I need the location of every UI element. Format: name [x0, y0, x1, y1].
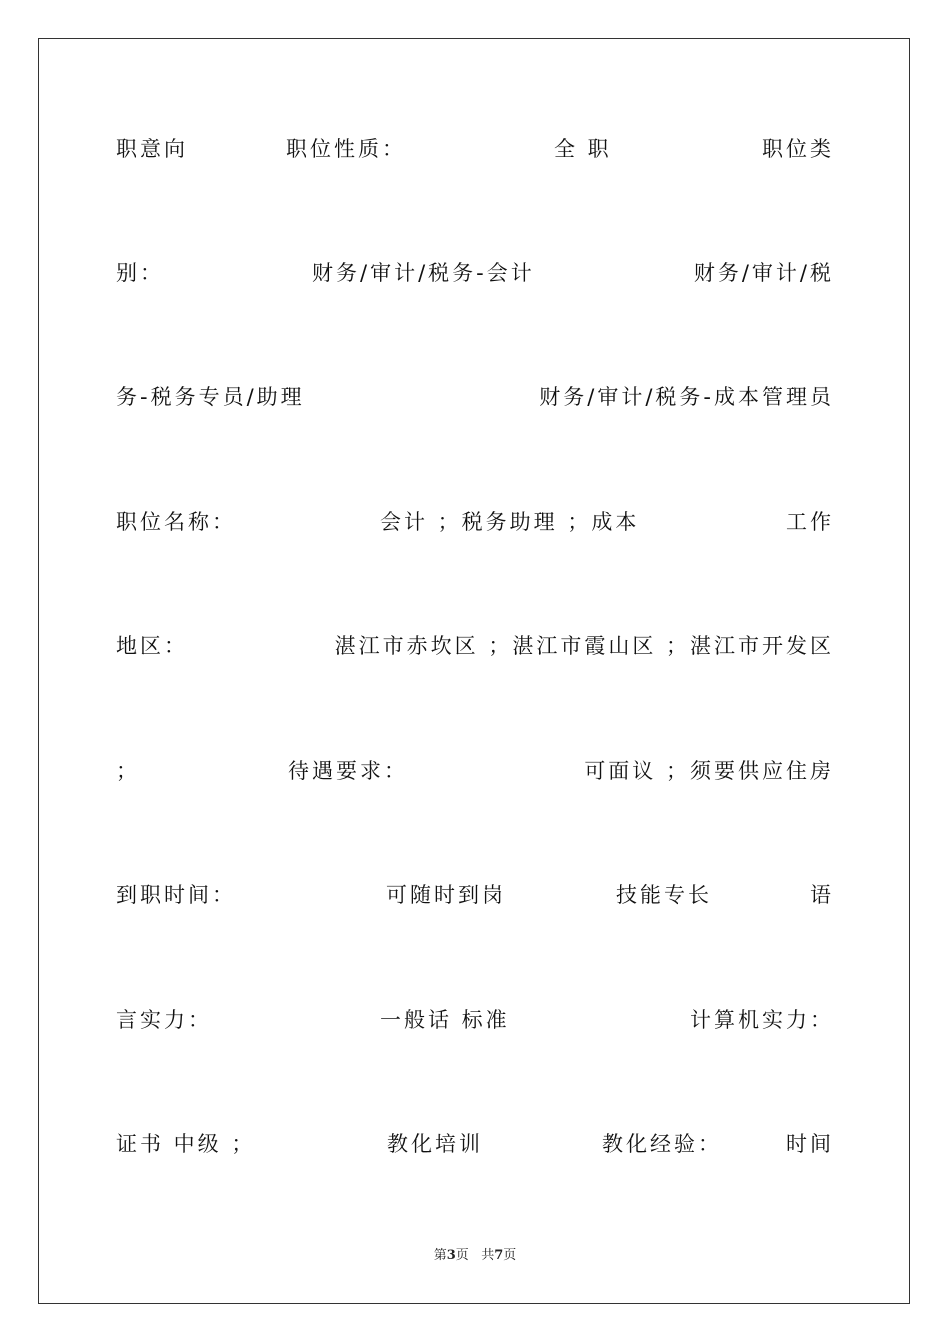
text-segment: 一般话 标准 [380, 1008, 510, 1032]
text-segment: 工作 [786, 510, 834, 534]
text-segment: 职位性质： [286, 137, 406, 161]
footer-page-suffix: 页 [455, 1248, 469, 1263]
page-footer [0, 1247, 950, 1265]
text-line [116, 382, 834, 412]
text-segment: 可面议 ；须要供应住房 [584, 759, 834, 783]
page-frame [38, 38, 910, 1304]
text-segment: 全 职 [554, 137, 612, 161]
text-segment: 地区： [116, 634, 188, 658]
text-segment: 证书 中级 ； [116, 1132, 256, 1156]
text-segment: 会计 ；税务助理 ；成本 [380, 510, 640, 534]
text-line [116, 880, 834, 910]
total-page-count: 7 [494, 1248, 504, 1263]
text-segment: 时间 [786, 1132, 834, 1156]
text-line [116, 507, 834, 537]
text-segment: 到职时间： [116, 883, 236, 907]
text-segment: 语 [810, 883, 834, 907]
text-segment: 务-税务专员/助理 [116, 385, 305, 409]
text-segment: 财务/审计/税务-成本管理员 [539, 385, 834, 409]
text-segment: 别： [116, 261, 164, 285]
footer-prefix: 第 [433, 1248, 447, 1263]
text-segment: 待遇要求： [288, 759, 408, 783]
text-segment: 计算机实力： [690, 1008, 834, 1032]
text-line [116, 756, 834, 786]
text-segment: 可随时到岗 [386, 883, 506, 907]
text-line [116, 1005, 834, 1035]
current-page-number: 3 [446, 1248, 456, 1263]
text-segment: 财务/审计/税 [693, 261, 834, 285]
text-line [116, 258, 834, 288]
text-segment: 职位类 [762, 137, 834, 161]
text-segment: 教化培训 [387, 1132, 483, 1156]
text-segment: 职位名称： [116, 510, 236, 534]
text-segment: 教化经验： [602, 1132, 722, 1156]
footer-total-suffix: 页 [503, 1248, 517, 1263]
text-segment: 湛江市赤坎区 ；湛江市霞山区 ；湛江市开发区 [334, 634, 834, 658]
text-segment: 职意向 [116, 137, 188, 161]
text-segment: ； [116, 759, 140, 783]
text-segment: 言实力： [116, 1008, 212, 1032]
footer-total-prefix: 共 [481, 1248, 495, 1263]
text-line [116, 631, 834, 661]
text-segment: 财务/审计/税务-会计 [312, 261, 535, 285]
text-line [116, 1129, 834, 1159]
text-line [116, 134, 834, 164]
text-segment: 技能专长 [616, 883, 712, 907]
